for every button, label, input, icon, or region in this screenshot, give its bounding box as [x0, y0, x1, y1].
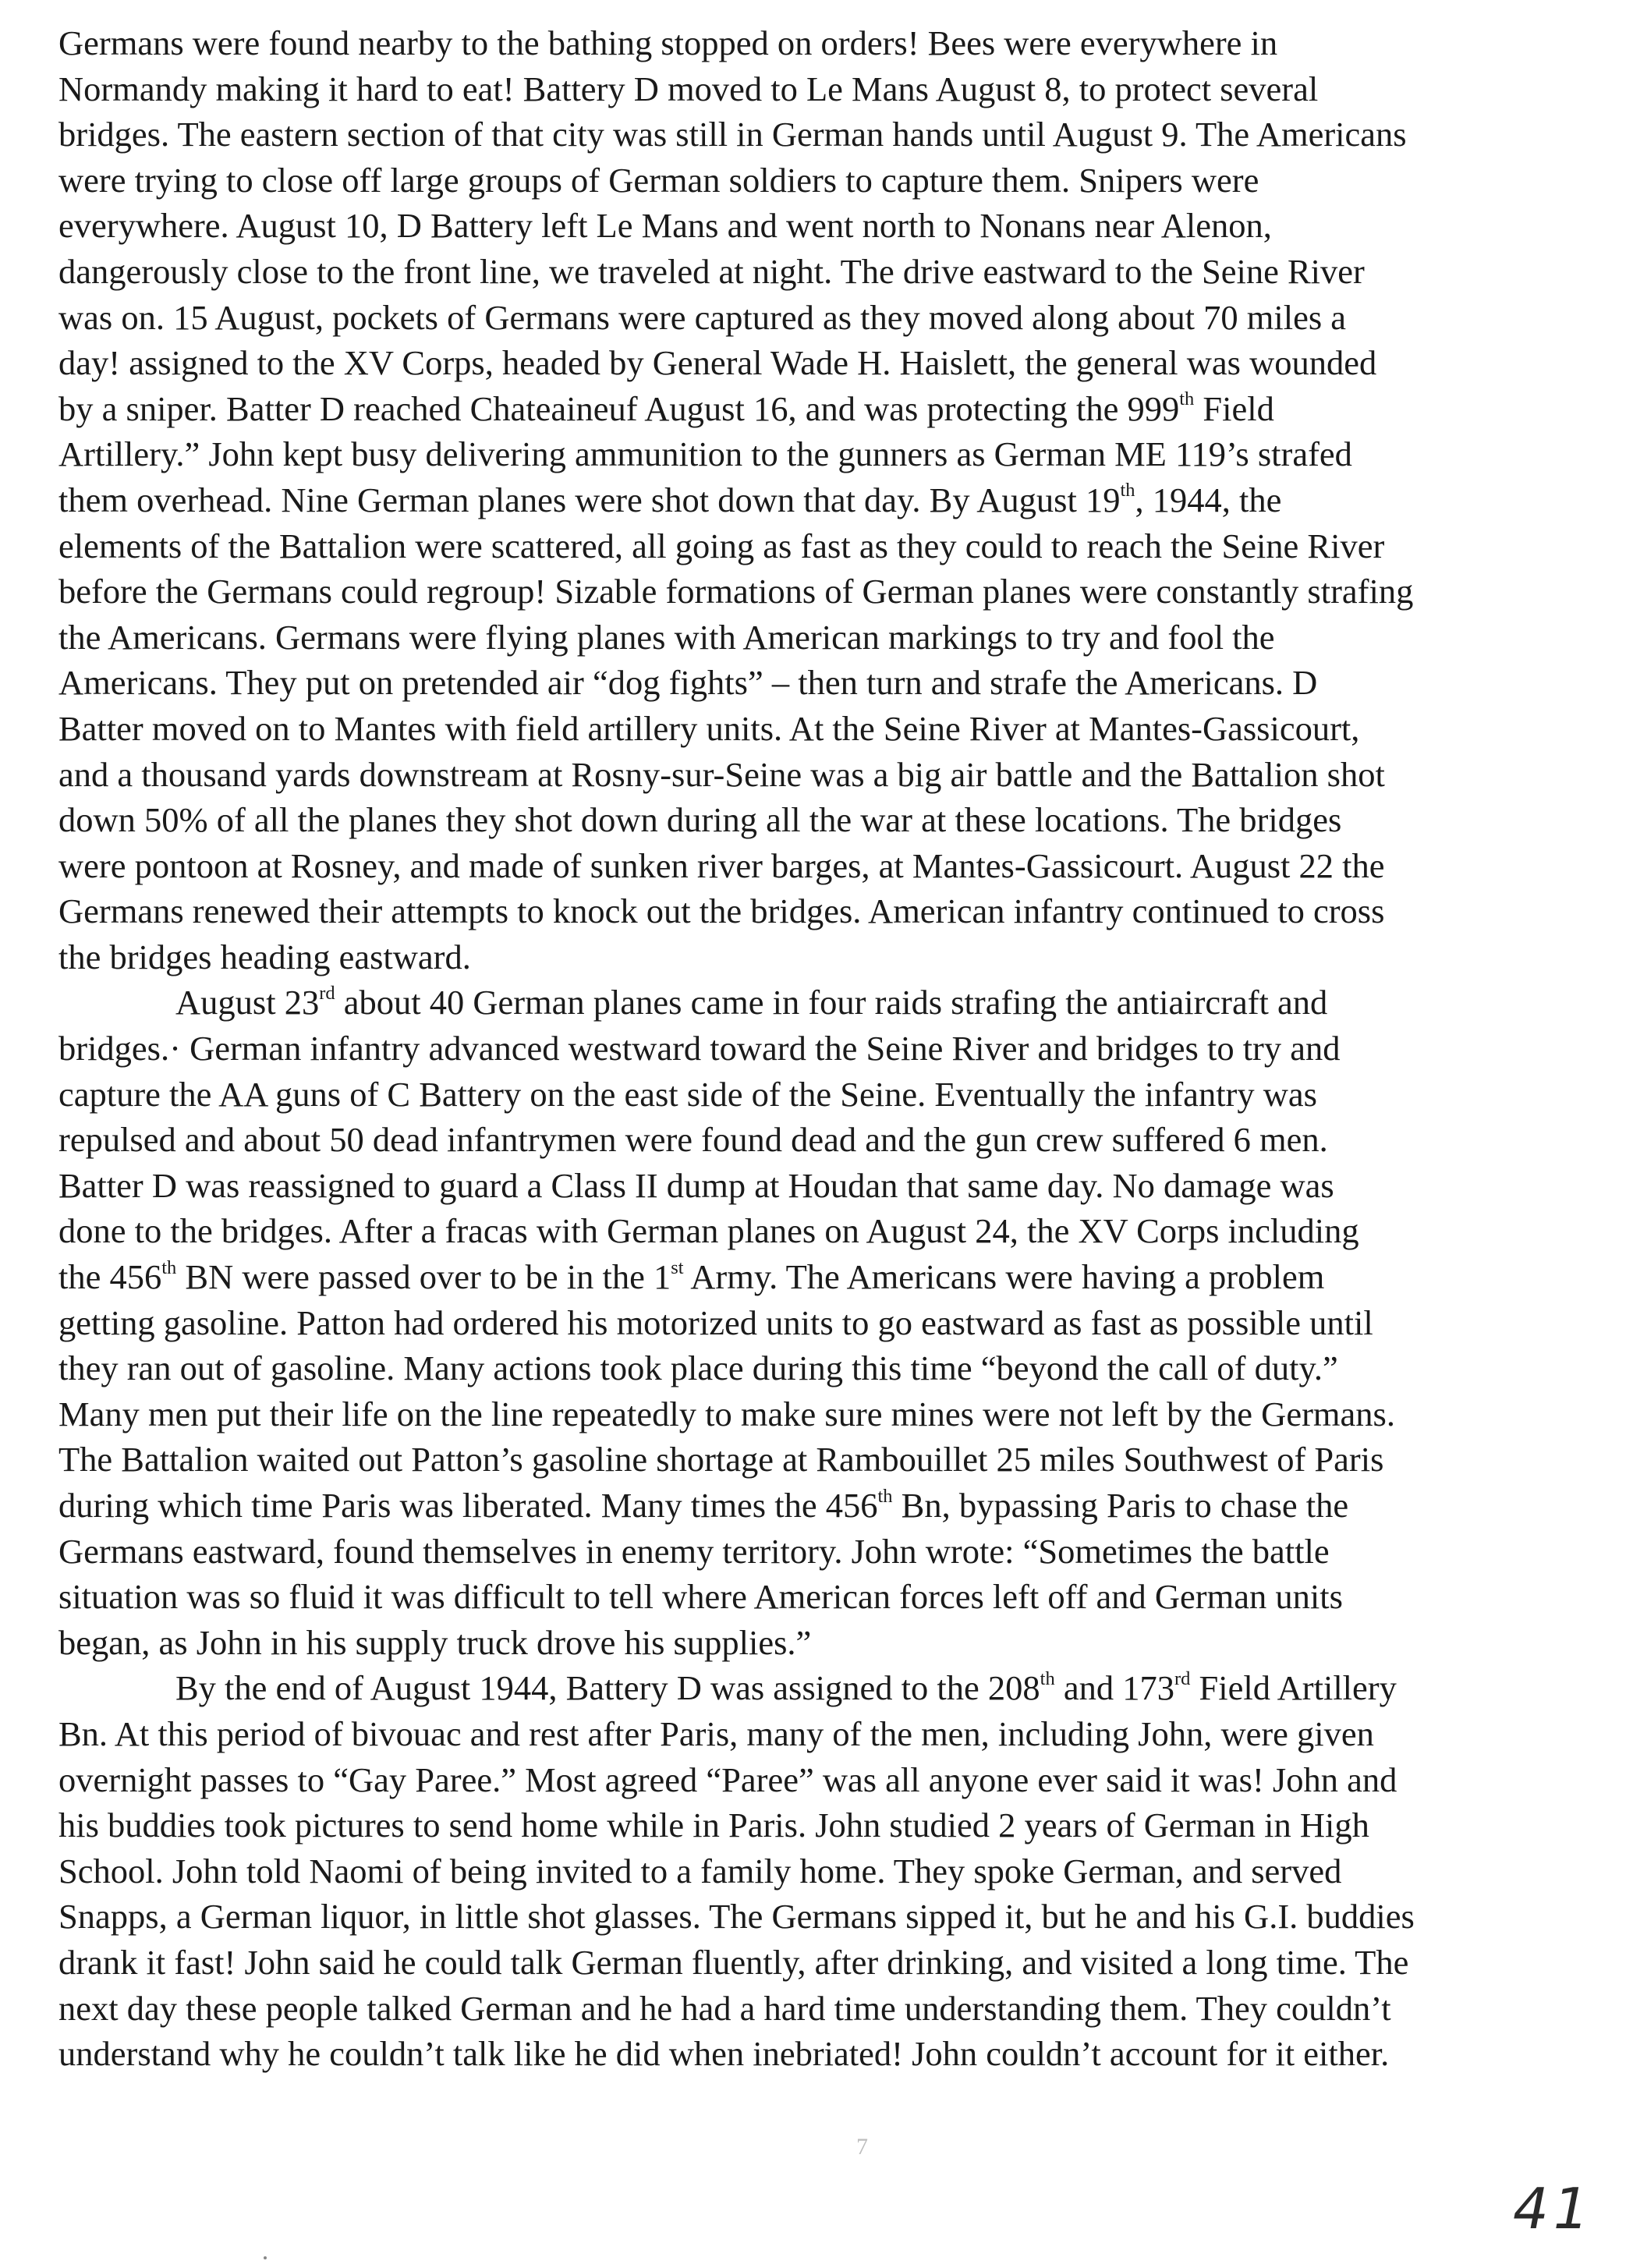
text-line: dangerously close to the front line, we traveled at night. The drive eastward to the Seine River [58, 251, 1365, 291]
scan-speck [264, 2256, 267, 2259]
text-line: and a thousand yards downstream at Rosny-sur-Seine was a big air battle and the Battalion shot [58, 754, 1385, 794]
ordinal-superscript: st [671, 1256, 684, 1278]
text-line: Germans renewed their attempts to knock out the bridges. American infantry continued to cross [58, 891, 1385, 931]
text-line: Batter moved on to Mantes with field artillery units. At the Seine River at Mantes-Gassicourt, [58, 708, 1360, 748]
text-line: Snapps, a German liquor, in little shot glasses. The Germans sipped it, but he and his G.I. buddies [58, 1897, 1415, 1937]
text-line: Germans eastward, found themselves in enemy territory. John wrote: “Sometimes the battle [58, 1531, 1330, 1571]
paragraph [58, 980, 1579, 1665]
text-line: were pontoon at Rosney, and made of sunken river barges, at Mantes-Gassicourt. August 22 the [58, 845, 1385, 885]
text-line: elements of the Battalion were scattered, all going as fast as they could to reach the Seine River [58, 526, 1385, 565]
text-line: the bridges heading eastward. [58, 937, 471, 976]
text-line: were trying to close off large groups of German soldiers to capture them. Snipers were [58, 160, 1259, 200]
document-body [58, 20, 1579, 2077]
text-line [58, 1665, 1579, 1711]
text-line: day! assigned to the XV Corps, headed by General Wade H. Haislett, the general was wounded [58, 343, 1377, 383]
text-line: they ran out of gasoline. Many actions took place during this time “beyond the call of duty.” [58, 1348, 1338, 1388]
text-segment: Army. The Americans were having a problem [683, 1257, 1325, 1297]
text-line: the Americans. Germans were flying planes with American markings to try and fool the [58, 617, 1275, 657]
ordinal-superscript: th [161, 1256, 177, 1278]
text-line: School. John told Naomi of being invited to a family home. They spoke German, and served [58, 1851, 1342, 1891]
text-line: understand why he couldn’t talk like he did when inebriated! John couldn’t account for it either. [58, 2034, 1390, 2074]
ordinal-superscript: th [877, 1485, 893, 1507]
text-line: next day these people talked German and he had a hard time understanding them. They couldn’t [58, 1988, 1391, 2028]
text-line: capture the AA guns of C Battery on the east side of the Seine. Eventually the infantry was [58, 1074, 1317, 1114]
text-line: everywhere. August 10, D Battery left Le Mans and went north to Nonans near Alenon, [58, 206, 1272, 246]
text-line [58, 980, 1579, 1026]
ordinal-superscript: th [1040, 1667, 1055, 1689]
text-segment: August 23 [175, 983, 320, 1022]
text-line: overnight passes to “Gay Paree.” Most agreed “Paree” was all anyone ever said it was! John and [58, 1759, 1397, 1799]
text-line: done to the bridges. After a fracas with German planes on August 24, the XV Corps including [58, 1211, 1359, 1251]
text-segment: the 456 [58, 1257, 162, 1297]
paragraph [58, 20, 1579, 980]
text-segment: By the end of August 1944, Battery D was assigned to the 208 [175, 1668, 1040, 1708]
paragraph [58, 1665, 1579, 2076]
text-line: Germans were found nearby to the bathing stopped on orders! Bees were everywhere in [58, 23, 1278, 62]
handwritten-page-number [1513, 2176, 1614, 2254]
ordinal-superscript: rd [1174, 1667, 1191, 1689]
faint-page-mark: 7 [856, 2134, 868, 2160]
text-line: Many men put their life on the line repeatedly to make sure mines were not left by the Germans. [58, 1394, 1395, 1433]
text-segment: Field Artillery [1190, 1668, 1397, 1708]
text-line: drank it fast! John said he could talk German fluently, after drinking, and visited a long time. The [58, 1942, 1409, 1982]
text-segment: about 40 German planes came in four raids strafing the antiaircraft and [335, 983, 1328, 1022]
ordinal-superscript: th [1179, 388, 1195, 410]
text-line [58, 477, 1579, 523]
text-line: situation was so fluid it was difficult to tell where American forces left off and German units [58, 1577, 1343, 1617]
text-line: The Battalion waited out Patton’s gasoline shortage at Rambouillet 25 miles Southwest of Paris [58, 1440, 1384, 1480]
text-line: Bn. At this period of bivouac and rest after Paris, many of the men, including John, were given [58, 1713, 1374, 1753]
text-segment: and 173 [1054, 1668, 1174, 1708]
text-line: began, as John in his supply truck drove his supplies.” [58, 1622, 812, 1662]
text-segment: them overhead. Nine German planes were shot down that day. By August 19 [58, 480, 1121, 519]
text-line: before the Germans could regroup! Sizable formations of German planes were constantly strafing [58, 572, 1414, 611]
text-line: getting gasoline. Patton had ordered his motorized units to go eastward as fast as possible until [58, 1302, 1373, 1342]
text-line: was on. 15 August, pockets of Germans were captured as they moved along about 70 miles a [58, 297, 1347, 337]
text-line: down 50% of all the planes they shot down during all the war at these locations. The bridges [58, 800, 1342, 840]
ordinal-superscript: th [1120, 480, 1135, 501]
text-line [58, 386, 1579, 432]
text-line: his buddies took pictures to send home while in Paris. John studied 2 years of German in High [58, 1806, 1369, 1845]
text-line: bridges.· German infantry advanced westward toward the Seine River and bridges to try and [58, 1029, 1341, 1068]
text-segment: , 1944, the [1135, 480, 1282, 519]
text-line: Americans. They put on pretended air “dog fights” – then turn and strafe the Americans. D [58, 663, 1318, 703]
text-line: Normandy making it hard to eat! Battery D moved to Le Mans August 8, to protect several [58, 69, 1319, 108]
text-segment: during which time Paris was liberated. Many times the 456 [58, 1486, 878, 1525]
text-line: repulsed and about 50 dead infantrymen were found dead and the gun crew suffered 6 men. [58, 1120, 1328, 1160]
text-line: Artillery.” John kept busy delivering ammunition to the gunners as German ME 119’s strafed [58, 434, 1352, 474]
text-line: Batter D was reassigned to guard a Class II dump at Houdan that same day. No damage was [58, 1165, 1334, 1205]
text-segment: Bn, bypassing Paris to chase the [892, 1486, 1349, 1525]
text-segment: Field [1194, 388, 1274, 428]
text-line [58, 1254, 1579, 1300]
text-segment: by a sniper. Batter D reached Chateaineuf August 16, and was protecting the 999 [58, 388, 1180, 428]
page-number-text: 41 [1513, 2176, 1594, 2241]
text-line: bridges. The eastern section of that city was still in German hands until August 9. The Americans [58, 115, 1407, 154]
text-segment: BN were passed over to be in the 1 [176, 1257, 671, 1297]
text-line [58, 1483, 1579, 1529]
ordinal-superscript: rd [319, 982, 335, 1004]
